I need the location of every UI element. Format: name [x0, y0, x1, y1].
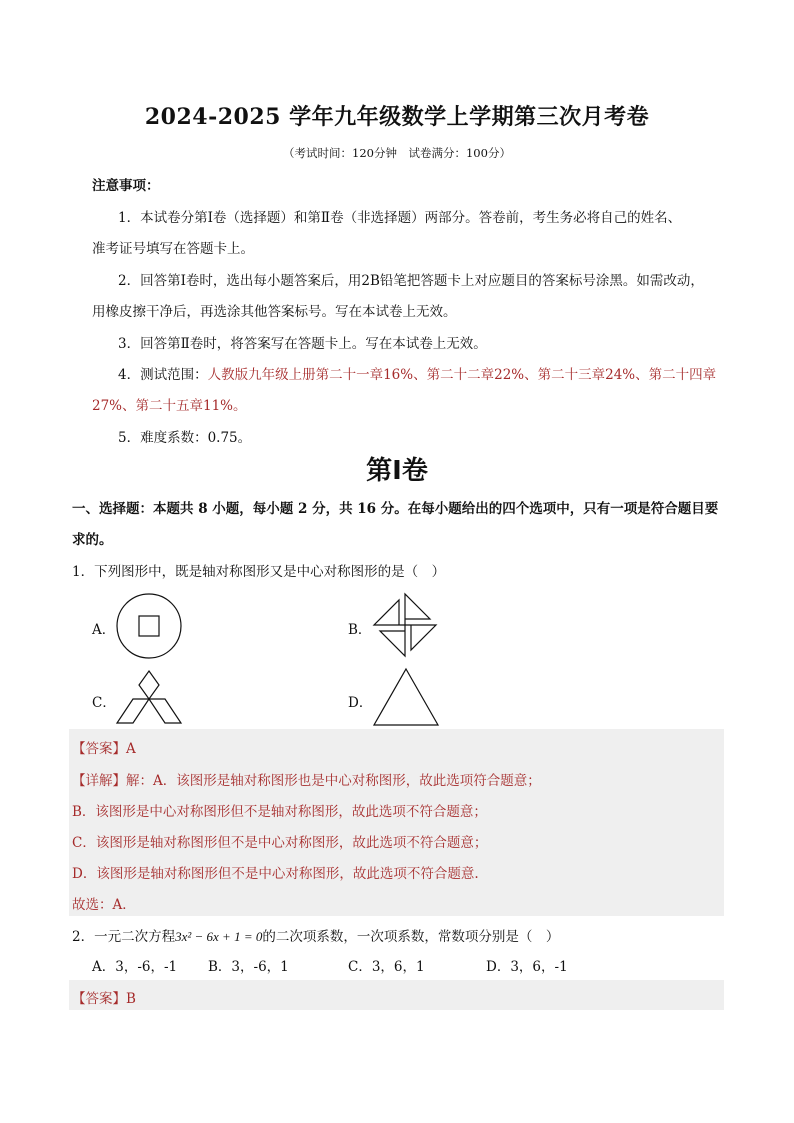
q2-answer-block	[69, 980, 724, 1010]
notice-item-2b: 用橡皮擦干净后，再选涂其他答案标号。写在本试卷上无效。	[92, 304, 457, 320]
q2-option-b: B．3，-6，1	[208, 959, 289, 975]
notice-item-1a: 1．本试卷分第Ⅰ卷（选择题）和第Ⅱ卷（非选择题）两部分。答卷前，考生务必将自己的姓名、	[118, 210, 682, 226]
notice-item-2a: 2．回答第Ⅰ卷时，选出每小题答案后，用2B铅笔把答题卡上对应题目的答案标号涂黑。如需改动，	[118, 273, 704, 289]
section-title: 第Ⅰ卷	[366, 456, 428, 486]
q2-option-c: C．3，6，1	[348, 959, 425, 975]
q2-stem-prefix: 2．一元二次方程	[72, 929, 176, 945]
pinwheel-figure-icon	[370, 592, 440, 658]
q1-answer-line	[72, 737, 136, 757]
coin-outer-circle	[117, 594, 181, 658]
q2-answer-tag: 【答案】	[72, 991, 126, 1007]
diamond-right	[149, 699, 181, 723]
notice-item-4b: 27%、第二十五章11%。	[92, 398, 247, 414]
q2-option-d: D．3，6，-1	[486, 959, 568, 975]
pinwheel-blade-3	[380, 625, 405, 656]
notice-item-4-range: 人教版九年级上册第二十一章16%、第二十二章22%、第二十三章24%、第二十四章	[207, 367, 717, 383]
exam-subtitle: （考试时间：120分钟 试卷满分：100分）	[283, 146, 511, 160]
q1-answer-value: A	[126, 741, 136, 757]
notice-item-1b: 准考证号填写在答题卡上。	[92, 241, 254, 257]
q1-conclusion: 故选：A．	[72, 897, 136, 913]
notice-item-4a	[118, 363, 716, 383]
q1-option-c-label: C．	[92, 695, 116, 711]
q2-answer-value: B	[126, 991, 136, 1007]
q1-answer-block	[69, 729, 724, 916]
q1-detail-line-a	[72, 769, 541, 789]
diamond-left	[117, 699, 149, 723]
q1-option-b-label: B．	[348, 622, 372, 638]
q2-stem	[72, 925, 559, 945]
pinwheel-blade-4	[374, 600, 405, 625]
section-instruction-b: 求的。	[72, 532, 113, 548]
notice-item-5: 5．难度系数：0.75。	[118, 430, 252, 446]
q2-option-a: A．3，-6，-1	[92, 959, 178, 975]
coin-square-hole	[139, 616, 159, 636]
q1-detail-c: C．该图形是轴对称图形但不是中心对称图形，故此选项不符合题意；	[72, 835, 488, 851]
coin-figure-icon	[115, 592, 183, 660]
three-diamond-figure-icon	[115, 669, 183, 725]
triangle-figure-icon	[372, 667, 440, 727]
diamond-top	[139, 671, 159, 699]
q1-detail-b: B．该图形是中心对称图形但不是轴对称图形，故此选项不符合题意；	[72, 804, 487, 820]
q1-option-a-label: A．	[92, 622, 116, 638]
q1-answer-tag: 【答案】	[72, 741, 126, 757]
q1-detail-d: D．该图形是轴对称图形但不是中心对称图形，故此选项不符合题意.	[72, 866, 479, 882]
pinwheel-blade-2	[405, 625, 436, 650]
notice-heading: 注意事项：	[92, 178, 160, 194]
q1-detail-tag: 【详解】	[72, 773, 126, 789]
notice-item-4-prefix: 4．测试范围：	[118, 367, 208, 383]
q2-stem-suffix: 的二次项系数，一次项系数，常数项分别是（ ）	[262, 929, 560, 945]
q1-detail-a: 解：A．该图形是轴对称图形也是中心对称图形，故此选项符合题意；	[126, 773, 541, 789]
section-instruction-a: 一、选择题：本题共 8 小题，每小题 2 分，共 16 分。在每小题给出的四个选项中，只有一项是符合题目要	[72, 501, 719, 517]
page-title: 2024-2025 学年九年级数学上学期第三次月考卷	[144, 104, 650, 130]
q2-equation: 3x² − 6x + 1 = 0	[175, 929, 263, 944]
pinwheel-blade-1	[405, 594, 430, 625]
equilateral-triangle	[374, 669, 438, 725]
q1-option-d-label: D．	[348, 695, 373, 711]
notice-item-3: 3．回答第Ⅱ卷时，将答案写在答题卡上。写在本试卷上无效。	[118, 336, 487, 352]
q2-answer-line	[72, 987, 136, 1007]
q1-stem: 1．下列图形中，既是轴对称图形又是中心对称图形的是（ ）	[72, 564, 446, 580]
